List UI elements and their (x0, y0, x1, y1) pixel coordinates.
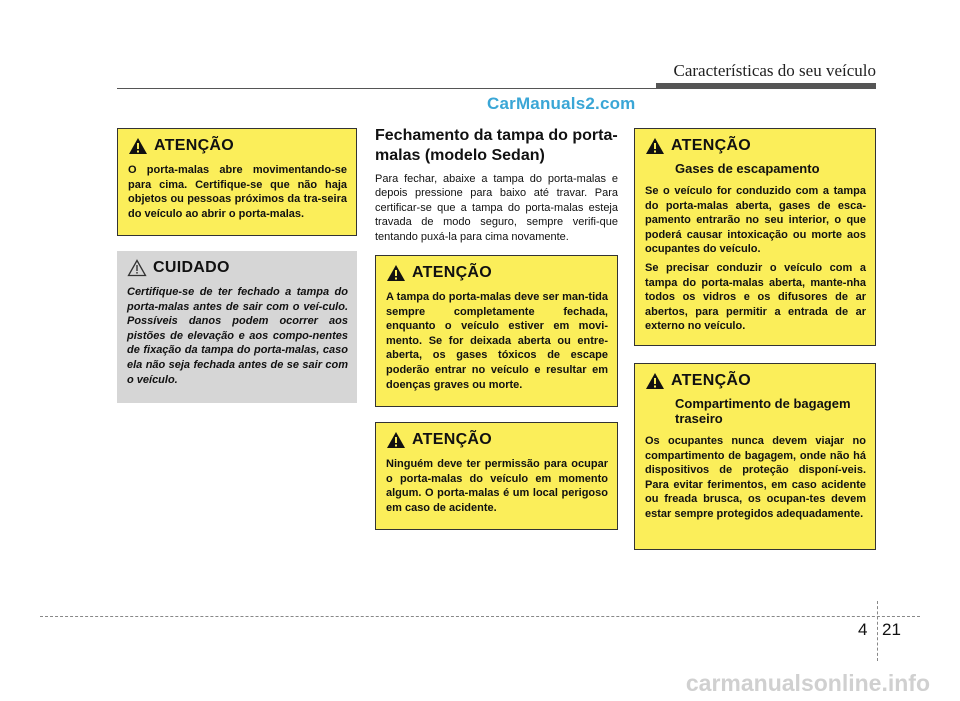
warning-title: ATENÇÃO (412, 431, 493, 448)
header-rule (117, 88, 876, 89)
warning-title: ATENÇÃO (154, 137, 235, 154)
warning-text (645, 184, 866, 334)
caution-text: Certifique-se de ter fechado a tampa do porta-malas antes de sair com o veí-culo. Possíveis danos podem ocorrer aos pistões de elevação e aos compo-nentes de fixação da tampa do porta-malas, caso ela não seja fechada antes de se sair com o veículo. (127, 286, 348, 386)
warning-triangle-icon (386, 431, 406, 449)
warning-box-exhaust-gases (634, 128, 876, 346)
warning-text: O porta-malas abre movimentando-se para cima. Certifique-se que não haja objetos ou pessoas próximos da tra-seira do veículo ao abrir o porta-malas. (128, 164, 347, 220)
warning-paragraph: Se o veículo for conduzido com a tampa do porta-malas aberta, gases de esca-pamento entrarão no seu interior, o que poderá causar intoxicação ou morte aos ocupantes do veículo. (645, 185, 866, 256)
warning-triangle-icon (645, 372, 665, 390)
warning-title: ATENÇÃO (412, 264, 493, 281)
page-number: 21 (882, 620, 901, 639)
chapter-title: Características do seu veículo (673, 61, 876, 80)
warning-subtitle: Gases de escapamento (675, 161, 820, 176)
warning-text: Os ocupantes nunca devem viajar no compartimento de bagagem, onde não há dispositivos de proteção disponí-veis. Para evitar ferimentos, em caso acidente ou freada brusca, os ocupan-tes devem estar sempre protegidos adequadamente. (645, 435, 866, 520)
caution-triangle-icon (127, 259, 147, 277)
section-text: Para fechar, abaixe a tampa do porta-malas e depois pressione para baixo até travar. Para certificar-se que a tampa do porta-malas esteja travada de modo seguro, sempre verifi-que tentando puxá-la para cima novamente. (375, 173, 618, 243)
warning-box-luggage-compartment (634, 363, 876, 550)
warning-box-no-occupants (375, 422, 618, 530)
footer-rule (40, 616, 920, 617)
page-number-divider (877, 601, 878, 661)
warning-triangle-icon (128, 137, 148, 155)
section-heading: Fechamento da tampa do porta-malas (modelo Sedan) (375, 127, 618, 164)
chapter-number: 4 (858, 620, 868, 639)
warning-title: ATENÇÃO (671, 137, 752, 154)
warning-triangle-icon (645, 137, 665, 155)
caution-title: CUIDADO (153, 259, 230, 276)
warning-title: ATENÇÃO (671, 372, 752, 389)
caution-box (117, 251, 357, 403)
top-watermark: CarManuals2.com (487, 94, 636, 113)
warning-box-keep-closed (375, 255, 618, 407)
warning-subtitle: Compartimento de bagagem traseiro (675, 396, 851, 426)
warning-text: Ninguém deve ter permissão para ocupar o porta-malas do veículo em momento algum. O porta-malas é um local perigoso em caso de acidente. (386, 458, 608, 514)
bottom-watermark: carmanualsonline.info (685, 670, 930, 696)
warning-text: A tampa do porta-malas deve ser man-tida sempre completamente fechada, enquanto o veículo estiver em movi-mento. Se for deixada aberta ou entre-aberta, os gases tóxicos de escape poderão entrar no veículo e resultar em doenças graves ou morte. (386, 291, 608, 391)
warning-triangle-icon (386, 264, 406, 282)
warning-box-tailgate-opening (117, 128, 357, 236)
warning-paragraph: Se precisar conduzir o veículo com a tampa do porta-malas aberta, mante-nha todos os vidros e os difusores de ar abertos, para permitir a entrada de ar externo no veículo. (645, 261, 866, 333)
